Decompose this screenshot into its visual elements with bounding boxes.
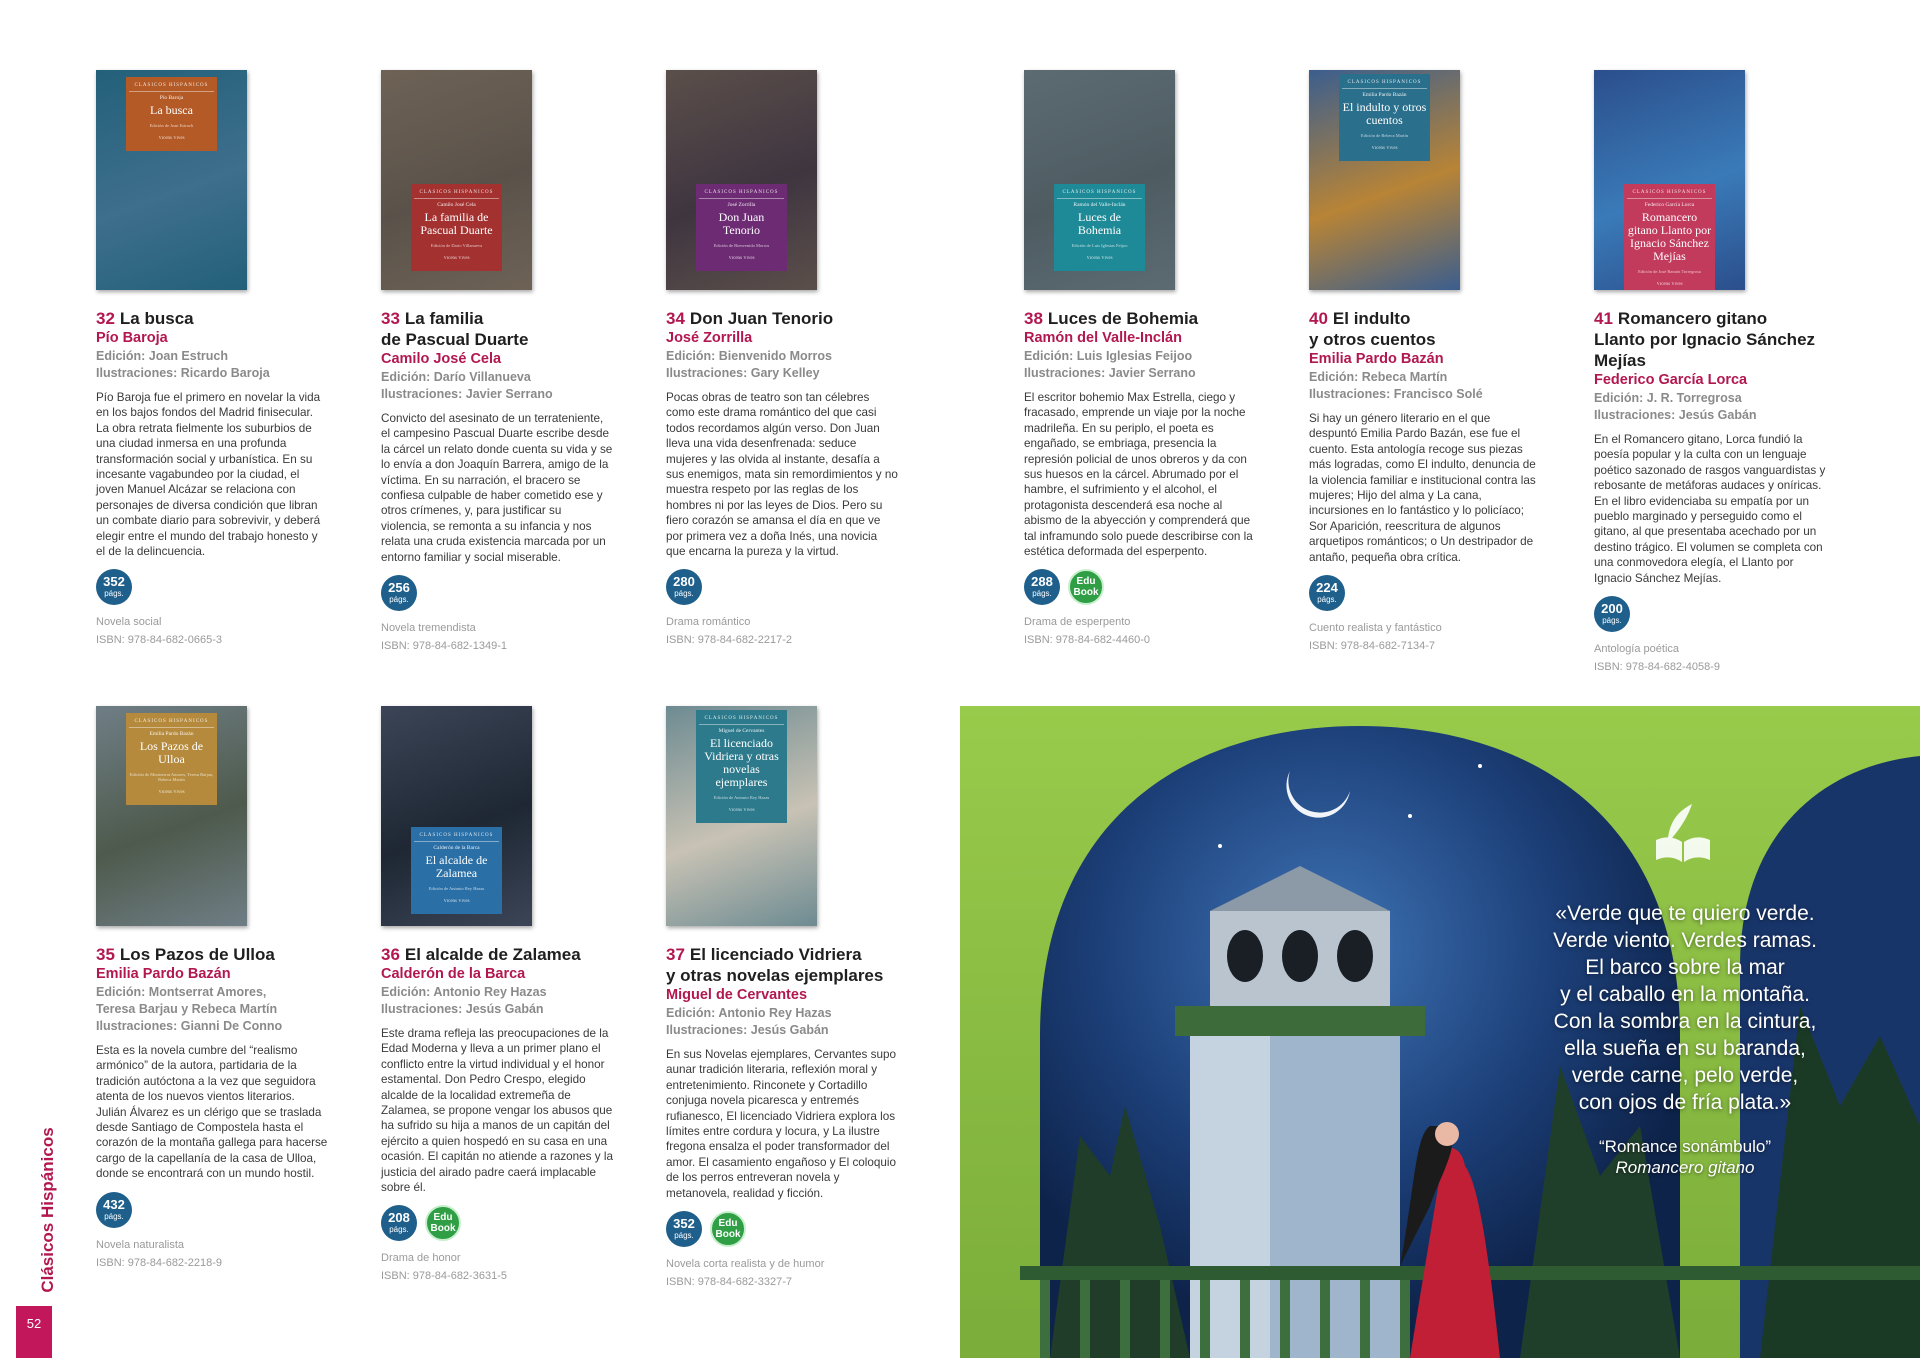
edubook-badge [425,1205,461,1241]
pages-unit: págs. [1602,616,1622,625]
pages-badge [96,1192,132,1228]
book-isbn: ISBN: 978-84-682-4058-9 [1594,661,1720,673]
cover-title: Luces de Bohemia [1077,210,1122,238]
book-cover [96,706,247,926]
cover-title: La familia de Pascual Duarte [420,210,493,238]
cover-publisher: Vicens Vives [728,256,755,262]
book-author: Miguel de Cervantes [666,987,808,1003]
book-cover [666,70,817,290]
book-credit: Edición: Darío Villanueva [381,370,531,384]
pages-count: 224 [1316,580,1338,595]
book-info [96,308,361,559]
book-cover [1024,70,1175,290]
cover-publisher: Vicens Vives [1371,146,1398,152]
cover-publisher: Vicens Vives [728,808,755,814]
book-number: 36 [381,945,400,964]
book-credit: Edición: Bienvenido Morros [666,349,832,363]
book-cover [666,706,817,926]
cover-author: José Zorrilla [727,202,756,209]
book-genre: Novela corta realista y de humor [666,1258,825,1270]
book-description: En sus Novelas ejemplares, Cervantes supo aunar tradición literaria, reflexión moral y entretenimiento. Rinconete y Cortadillo conjuga novela picaresca y entremés rufianesco, El licenciado Vidriera explora los límites entre cordura y locura, y La ilustre fregona ensalza el poder transformador del amor. El casamiento engañoso y El coloquio de los perros entreveran novela y metanovela, realidad y ficción. [666,1048,896,1200]
pages-count: 352 [673,1216,695,1231]
book-credit: Ilustraciones: Javier Serrano [1024,366,1196,380]
cover-title: La busca [149,102,193,117]
book-cover [381,70,532,290]
book-meta [1024,613,1150,649]
book-title [666,944,931,965]
cover-series: CLÁSICOS HISPÁNICOS [1627,190,1712,199]
book-badges [666,1211,746,1251]
quote-line: con ojos de fría plata.» [1578,1091,1792,1114]
book-credit: Ilustraciones: Gianni De Conno [96,1019,283,1033]
cover-title: Los Pazos de Ulloa [139,738,204,766]
book-isbn: ISBN: 978-84-682-2217-2 [666,634,792,646]
book-title-line: La familia [404,309,484,328]
cover-editor: Edición de Antonio Rey Hazas [713,795,770,801]
book-credit: Edición: Luis Iglesias Feijoo [1024,349,1193,363]
edubook-badge [710,1211,746,1247]
edubook-label-2: Book [715,1229,741,1240]
book-title-line: de Pascual Duarte [381,330,529,349]
cover-title: El licenciado Vidriera y otras novelas ejemplares [704,736,779,790]
book-info [1309,308,1574,565]
pages-unit: págs. [104,589,124,598]
book-description: Convicto del asesinato de un terrateniente, el campesino Pascual Duarte escribe desde la cárcel un relato donde cuenta su vida y se lo envía a don Joaquín Barrera, amigo de la víctima. En su narración, el bracero se confiesa culpable de haber cometido ese y otros crímenes, y, para justificar su violencia, se remonta a su infancia y nos relata una cruda existencia marcada por un entorno familiar y social miserable. [381,412,613,564]
book-title [381,308,646,329]
book-credit: Ilustraciones: Gary Kelley [666,366,820,380]
quote-line: verde carne, pelo verde, [1571,1064,1799,1087]
pages-unit: págs. [1317,595,1337,604]
book-genre: Cuento realista y fantástico [1309,622,1442,634]
book-cover [381,706,532,926]
poem-source [1540,1136,1830,1178]
book-number: 35 [96,945,115,964]
cover-label [1054,184,1145,271]
cover-series: CLÁSICOS HISPÁNICOS [414,190,499,199]
quote-line: «Verde que te quiero verde. [1555,902,1815,925]
quote-line: y el caballo en la montaña. [1560,983,1810,1006]
pages-badge [666,569,702,605]
cover-publisher: Vicens Vives [443,256,470,262]
cover-editor: Edición de Rebeca Martín [1360,133,1409,139]
book-badges [381,1205,461,1245]
book-badges [381,575,417,615]
book-description: Esta es la novela cumbre del “realismo armónico” de la autora, partidaria de la tradición autóctona a la vez que seguidora atenta de los nuevos vientos literarios. Julián Álvarez es un clérigo que se traslada desde Santiago de Compostela hasta el corazón de la montaña gallega para hacerse cargo de la capellanía de la casa de Ulloa, donde se encontrará con un mundo hostil. [96,1044,328,1181]
cover-publisher: Vicens Vives [158,135,185,141]
pages-unit: págs. [389,1225,409,1234]
book-title-line: Don Juan Tenorio [689,309,834,328]
cover-author: Emilia Pardo Bazán [1362,92,1407,99]
book-title-line: El licenciado Vidriera [689,945,862,964]
pages-badge [381,575,417,611]
book-number: 41 [1594,309,1613,328]
cover-label [1624,184,1715,290]
book-cover [1309,70,1460,290]
cover-author: Emilia Pardo Bazán [149,730,194,737]
book-genre: Novela tremendista [381,622,476,634]
book-credit: Ilustraciones: Francisco Solé [1309,387,1483,401]
poem-source-title: “Romance sonámbulo” [1599,1137,1771,1156]
cover-author: Pío Baroja [159,94,184,101]
book-title-line: El alcalde de Zalamea [404,945,581,964]
book-number: 32 [96,309,115,328]
pages-badge [96,569,132,605]
book-credit: Edición: Rebeca Martín [1309,370,1448,384]
cover-title: Romancero gitano Llanto por Ignacio Sánchez Mejías [1627,210,1712,264]
edubook-label-2: Book [1073,587,1099,598]
cover-series: CLÁSICOS HISPÁNICOS [414,833,499,842]
pages-badge [381,1205,417,1241]
cover-author: Calderón de la Barca [433,845,480,851]
book-credit: Ilustraciones: Javier Serrano [381,387,553,401]
quote-line: Verde viento. Verdes ramas. [1553,929,1817,952]
cover-label [411,184,502,271]
book-info [666,308,931,559]
edubook-badge [1068,569,1104,605]
book-credit: Ilustraciones: Jesús Gabán [666,1023,829,1037]
cover-author: Miguel de Cervantes [718,728,765,735]
book-title [381,944,646,965]
cover-series: CLÁSICOS HISPÁNICOS [1057,190,1142,199]
book-isbn: ISBN: 978-84-682-3631-5 [381,1270,507,1282]
book-badges [1594,596,1630,636]
book-credit: Edición: Montserrat Amores, [96,985,267,999]
cover-label [696,710,787,823]
book-genre: Antología poética [1594,643,1680,655]
book-meta [96,1236,222,1272]
cover-editor: Edición de Antonio Rey Hazas [428,886,485,891]
cover-title: Don Juan Tenorio [718,210,765,238]
cover-title: El alcalde de Zalamea [425,853,488,880]
book-number: 40 [1309,309,1328,328]
book-genre: Drama de esperpento [1024,616,1131,628]
pages-count: 256 [388,580,410,595]
cover-editor: Edición de Joan Estruch [149,122,194,128]
book-title [666,308,931,329]
book-author: José Zorrilla [666,330,753,346]
book-genre: Drama de honor [381,1252,461,1264]
book-title-line: y otros cuentos [1309,330,1436,349]
pages-unit: págs. [674,589,694,598]
cover-publisher: Vicens Vives [443,899,470,904]
book-title [96,308,361,329]
cover-editor: Edición de Montserrat Amores, Teresa Barjau, Rebeca Martín [129,771,214,782]
cover-label [411,827,502,914]
book-genre: Drama romántico [666,616,751,628]
book-number: 37 [666,945,685,964]
cover-label [126,77,217,151]
pages-count: 200 [1601,601,1623,616]
book-isbn: ISBN: 978-84-682-4460-0 [1024,634,1150,646]
cover-editor: Edición de Darío Villanueva [430,243,483,249]
book-info [96,944,361,1182]
book-author: Camilo José Cela [381,351,502,367]
cover-editor: Edición de Bienvenido Morros [713,243,770,249]
book-credit: Edición: J. R. Torregrosa [1594,391,1742,405]
book-meta [381,1249,507,1285]
book-title-line: Los Pazos de Ulloa [119,945,275,964]
book-isbn: ISBN: 978-84-682-2218-9 [96,1257,222,1269]
pages-count: 280 [673,574,695,589]
book-badges [1024,569,1104,609]
book-author: Calderón de la Barca [381,966,526,982]
book-credit: Edición: Joan Estruch [96,349,228,363]
pages-count: 208 [388,1210,410,1225]
pages-count: 352 [103,574,125,589]
cover-author: Ramón del Valle-Inclán [1073,202,1126,209]
book-title-line: y otras novelas ejemplares [666,966,884,985]
book-number: 38 [1024,309,1043,328]
edubook-label-1: Edu [1076,576,1096,587]
book-author: Emilia Pardo Bazán [1309,351,1444,367]
book-credit: Ilustraciones: Jesús Gabán [381,1002,544,1016]
book-title-line: Llanto por Ignacio Sánchez Mejías [1594,330,1816,370]
book-description: Pocas obras de teatro son tan célebres como este drama romántico del que casi todos recordamos algún verso. Don Juan lleva una vida desenfrenada: seduce mujeres y las olvida al instante, desafía a sus enemigos, mata sin remordimientos y no muestra respeto por las reglas de los hombres ni por las leyes de Dios. Pero su fiero corazón se amansa el día en que ve por primera vez a doña Inés, una novicia que encarna la pureza y la virtud. [666,391,898,559]
edubook-label-1: Edu [718,1218,738,1229]
cover-series: CLÁSICOS HISPÁNICOS [699,716,784,725]
book-title-line: El indulto [1332,309,1411,328]
cover-label [1339,74,1430,161]
book-title-line: La busca [119,309,194,328]
book-info [381,944,646,1195]
book-genre: Novela social [96,616,162,628]
book-title [96,944,361,965]
pages-count: 288 [1031,574,1053,589]
book-isbn: ISBN: 978-84-682-0665-3 [96,634,222,646]
book-credit: Ilustraciones: Ricardo Baroja [96,366,270,380]
pages-unit: págs. [389,595,409,604]
cover-author: Federico García Lorca [1644,202,1695,209]
cover-series: CLÁSICOS HISPÁNICOS [129,83,214,92]
book-author: Ramón del Valle-Inclán [1024,330,1182,346]
book-meta [1594,640,1720,676]
book-title [1309,308,1574,329]
book-badges [96,1192,132,1232]
page-number: 52 [26,1316,42,1331]
book-author: Pío Baroja [96,330,168,346]
page-number-tab [16,1306,52,1358]
book-meta [1309,619,1442,655]
cover-editor: Edición de José Ramón Torregrosa [1638,269,1701,275]
book-cover [96,70,247,290]
book-credit: Edición: Antonio Rey Hazas [666,1006,832,1020]
cover-publisher: Vicens Vives [1656,282,1683,288]
book-info [381,308,646,565]
cover-publisher: Vicens Vives [158,789,185,795]
book-credit: Teresa Barjau y Rebeca Martín [96,1002,278,1016]
book-info [1594,308,1859,586]
edubook-label-2: Book [430,1223,456,1234]
book-cover [1594,70,1745,290]
book-info [1024,308,1289,559]
pages-badge [1309,575,1345,611]
book-credit: Ilustraciones: Jesús Gabán [1594,408,1757,422]
book-author: Emilia Pardo Bazán [96,966,231,982]
pages-badge [666,1211,702,1247]
book-title-line: Romancero gitano [1617,309,1768,328]
cover-title: El indulto y otros cuentos [1342,100,1427,128]
quote-line: El barco sobre la mar [1585,956,1785,979]
book-description: Si hay un género literario en el que despuntó Emilia Pardo Bazán, ese fue el cuento. Esta antología recoge sus piezas más logradas, como El indulto, denuncia de la violencia familiar e institucional contra las mujeres; Hijo del alma y La cana, incursiones en lo fantástico y lo policíaco; Sor Aparición, reescritura de algunos arquetipos románticos; o Un destripador de antaño, pequeña obra crítica. [1309,412,1536,564]
quote-line: Con la sombra en la cintura, [1553,1010,1817,1033]
book-title [1024,308,1289,329]
book-description: Pío Baroja fue el primero en novelar la vida en los bajos fondos del Madrid finisecular. La obra retrata fielmente los suburbios de una ciudad inmersa en una profunda transformación social y urbanística. En su incesante vagabundeo por la ciudad, el joven Manuel Alcázar se relaciona con personajes de diversa condición que libran un combate diario para sobrevivir, y deberá elegir entre el mundo del trabajo honesto y el de la delincuencia. [96,391,321,559]
pages-unit: págs. [104,1212,124,1221]
pages-unit: págs. [1032,589,1052,598]
quote-line: ella sueña en su baranda, [1564,1037,1806,1060]
cover-label [696,184,787,271]
book-number: 34 [666,309,685,328]
cover-author: Camilo José Cela [437,202,476,209]
book-isbn: ISBN: 978-84-682-1349-1 [381,640,507,652]
book-description: El escritor bohemio Max Estrella, ciego y fracasado, emprende un viaje por la noche madrileña. En su periplo, el poeta es engañado, se embriaga, presencia la represión policial de unos obreros y da con sus huesos en la cárcel. Abrumado por el hambre, el sufrimiento y el alcohol, el protagonista descenderá esa noche al abismo de la abyección y comprenderá que tal inframundo solo puede describirse con la estética deformada del esperpento. [1024,391,1253,559]
pages-badge [1024,569,1060,605]
book-description: Este drama refleja las preocupaciones de la Edad Moderna y lleva a un primer plano el conflicto entre la virtud individual y el honor estamental. Don Pedro Crespo, elegido alcalde de la localidad extremeña de Zalamea, se propone vengar los abusos que ha sufrido su hija a manos de un capitán del ejército a quien hospedó en su casa en una ocasión. El capitán no atiende a razones y la justicia del airado padre caerá implacable sobre él. [381,1027,613,1195]
cover-series: CLÁSICOS HISPÁNICOS [129,719,214,728]
book-author: Federico García Lorca [1594,372,1748,388]
poem-quote [1520,900,1850,1116]
cover-series: CLÁSICOS HISPÁNICOS [1342,80,1427,89]
book-title [1594,308,1859,329]
pages-unit: págs. [674,1231,694,1240]
edubook-label-1: Edu [433,1212,453,1223]
section-label: Clásicos Hispánicos [38,1127,57,1293]
pages-badge [1594,596,1630,632]
book-title-line: Luces de Bohemia [1047,309,1199,328]
book-number: 33 [381,309,400,328]
book-credit: Edición: Antonio Rey Hazas [381,985,547,999]
cover-publisher: Vicens Vives [1086,256,1113,262]
book-isbn: ISBN: 978-84-682-3327-7 [666,1276,792,1288]
book-badges [666,569,702,609]
quill-book-icon [1648,800,1718,870]
book-info [666,944,931,1201]
book-meta [666,613,792,649]
cover-label [126,713,217,805]
book-description: En el Romancero gitano, Lorca fundió la poesía popular y la culta con un lenguaje poético sazonado de rasgos vanguardistas y rebosante de metáforas audaces y oníricas. En el libro evidenciaba su empatía por un pueblo marginado y perseguido como el gitano, al que presentaba acechado por un destino trágico. El volumen se completa con una conmovedora elegía, el Llanto por Ignacio Sánchez Mejías. [1594,433,1826,585]
book-genre: Novela naturalista [96,1239,185,1251]
poem-source-book: Romancero gitano [1615,1158,1755,1177]
book-isbn: ISBN: 978-84-682-7134-7 [1309,640,1435,652]
book-meta [666,1255,824,1291]
book-meta [96,613,222,649]
book-meta [381,619,507,655]
book-badges [1309,575,1345,615]
pages-count: 432 [103,1197,125,1212]
cover-editor: Edición de Luis Iglesias Feijoo [1071,243,1128,249]
book-badges [96,569,132,609]
cover-series: CLÁSICOS HISPÁNICOS [699,190,784,199]
